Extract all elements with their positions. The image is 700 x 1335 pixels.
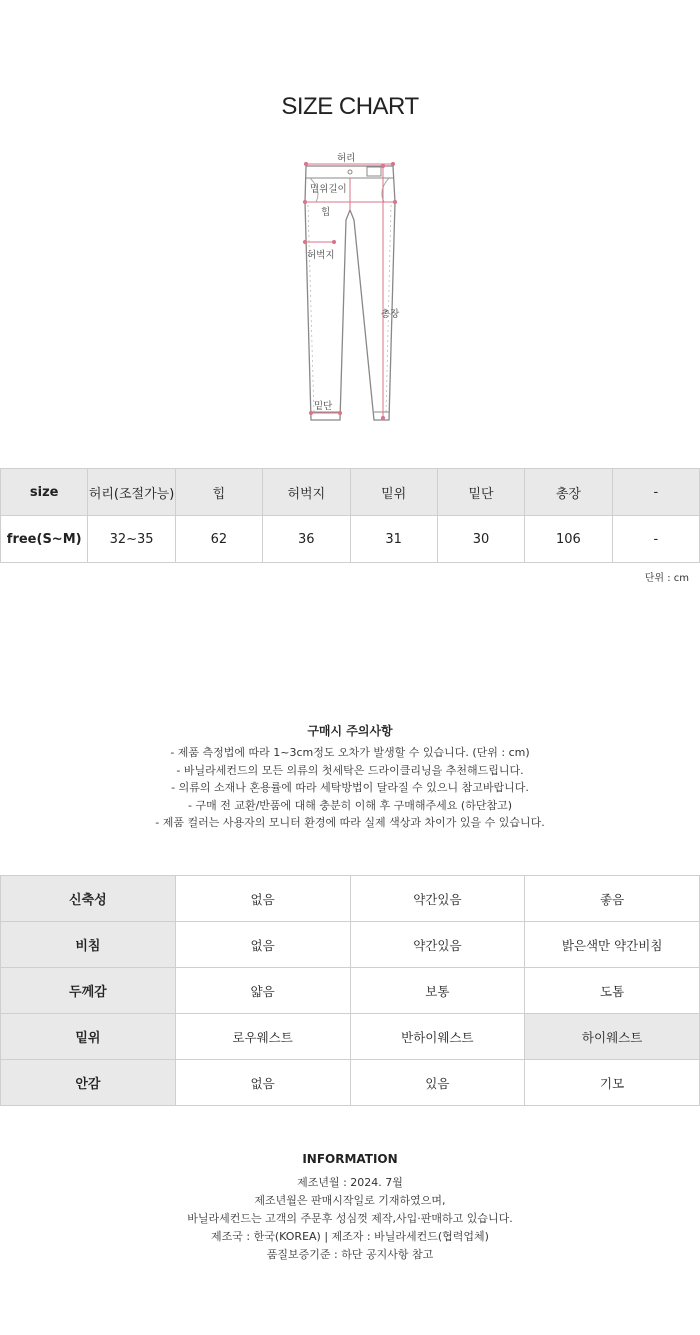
attribute-table [0, 875, 700, 1106]
attribute-option: 보통 [350, 968, 525, 1014]
information-list [0, 1174, 700, 1264]
attribute-option: 있음 [350, 1060, 525, 1106]
attribute-option: 없음 [175, 922, 350, 968]
notice-item: - 구매 전 교환/반품에 대해 충분히 이해 후 구매해주세요 (하단참고) [187, 798, 512, 812]
information-line: 바닐라세컨드는 고객의 주문후 성심껏 제작,사입·판매하고 있습니다. [187, 1212, 513, 1225]
attribute-option: 밝은색만 약간비침 [525, 922, 700, 968]
label-thigh: 허벅지 [307, 250, 335, 261]
size-header-cell: 밑단 [437, 469, 524, 516]
notice-title: 구매시 주의사항 [307, 724, 393, 738]
label-length: 총장 [381, 309, 400, 320]
size-header-cell: 총장 [525, 469, 612, 516]
attribute-option: 기모 [525, 1060, 700, 1106]
size-header-cell: 밑위 [350, 469, 437, 516]
attribute-option: 도톰 [525, 968, 700, 1014]
size-table-row [1, 516, 700, 563]
size-table [0, 468, 700, 563]
size-cell: - [612, 516, 699, 563]
belt-buckle [367, 167, 381, 176]
information-line: 제조년월 : 2024. 7월 [297, 1176, 403, 1189]
attribute-row [1, 922, 700, 968]
size-header-cell: - [612, 469, 699, 516]
attribute-option: 약간있음 [350, 876, 525, 922]
notice-item: - 의류의 소재나 혼용률에 따라 세탁방법이 달라질 수 있으니 참고바랍니다. [171, 781, 529, 795]
size-cell: 30 [437, 516, 524, 563]
information-line: 품질보증기준 : 하단 공지사항 참고 [266, 1248, 434, 1261]
notice-item: - 제품 측정법에 따라 1~3cm정도 오차가 발생할 수 있습니다. (단위 : cm) [170, 746, 530, 759]
attribute-label: 신축성 [1, 876, 176, 922]
attribute-option: 없음 [175, 1060, 350, 1106]
notice-item: - 바닐라세컨드의 모든 의류의 첫세탁은 드라이클리닝을 추천해드립니다. [176, 763, 524, 777]
size-header-cell: 허벅지 [263, 469, 350, 516]
attribute-row [1, 1060, 700, 1106]
size-header-cell: 허리(조절가능) [88, 469, 175, 516]
information-title: INFORMATION [302, 1152, 398, 1166]
attribute-row [1, 876, 700, 922]
notice-list [0, 744, 700, 832]
attribute-label: 안감 [1, 1060, 176, 1106]
attribute-label: 두께감 [1, 968, 176, 1014]
attribute-option: 반하이웨스트 [350, 1014, 525, 1060]
attribute-option: 약간있음 [350, 922, 525, 968]
attribute-option: 없음 [175, 876, 350, 922]
page-title: SIZE CHART [281, 93, 419, 120]
size-cell: free(S~M) [1, 516, 88, 563]
size-header-cell: size [1, 469, 88, 516]
information-line: 제조국 : 한국(KOREA) | 제조자 : 바닐라세컨드(협력업체) [211, 1230, 489, 1243]
unit-note: 단위 : cm [644, 573, 689, 584]
pants-diagram [270, 150, 430, 430]
size-table-header-row [1, 469, 700, 516]
attribute-row [1, 1014, 700, 1060]
size-cell: 106 [525, 516, 612, 563]
size-cell: 62 [175, 516, 262, 563]
label-hem: 밑단 [314, 401, 333, 412]
size-cell: 32~35 [88, 516, 175, 563]
notice-item: - 제품 컬러는 사용자의 모니터 환경에 따라 실제 색상과 차이가 있을 수 있습니다. [155, 816, 545, 830]
attribute-option-selected: 하이웨스트 [525, 1014, 700, 1060]
label-rise: 밑위길이 [310, 184, 347, 195]
attribute-option: 로우웨스트 [175, 1014, 350, 1060]
attribute-row [1, 968, 700, 1014]
left-seam [308, 205, 314, 415]
attribute-option: 좋음 [525, 876, 700, 922]
label-hip: 힙 [321, 207, 331, 218]
label-waist: 허리 [337, 153, 356, 164]
attribute-label: 비침 [1, 922, 176, 968]
attribute-option: 얇음 [175, 968, 350, 1014]
size-header-cell: 힙 [175, 469, 262, 516]
size-cell: 31 [350, 516, 437, 563]
size-cell: 36 [263, 516, 350, 563]
information-line: 제조년월은 판매시작일로 기재하였으며, [254, 1194, 446, 1207]
attribute-label: 밑위 [1, 1014, 176, 1060]
button [348, 170, 352, 174]
